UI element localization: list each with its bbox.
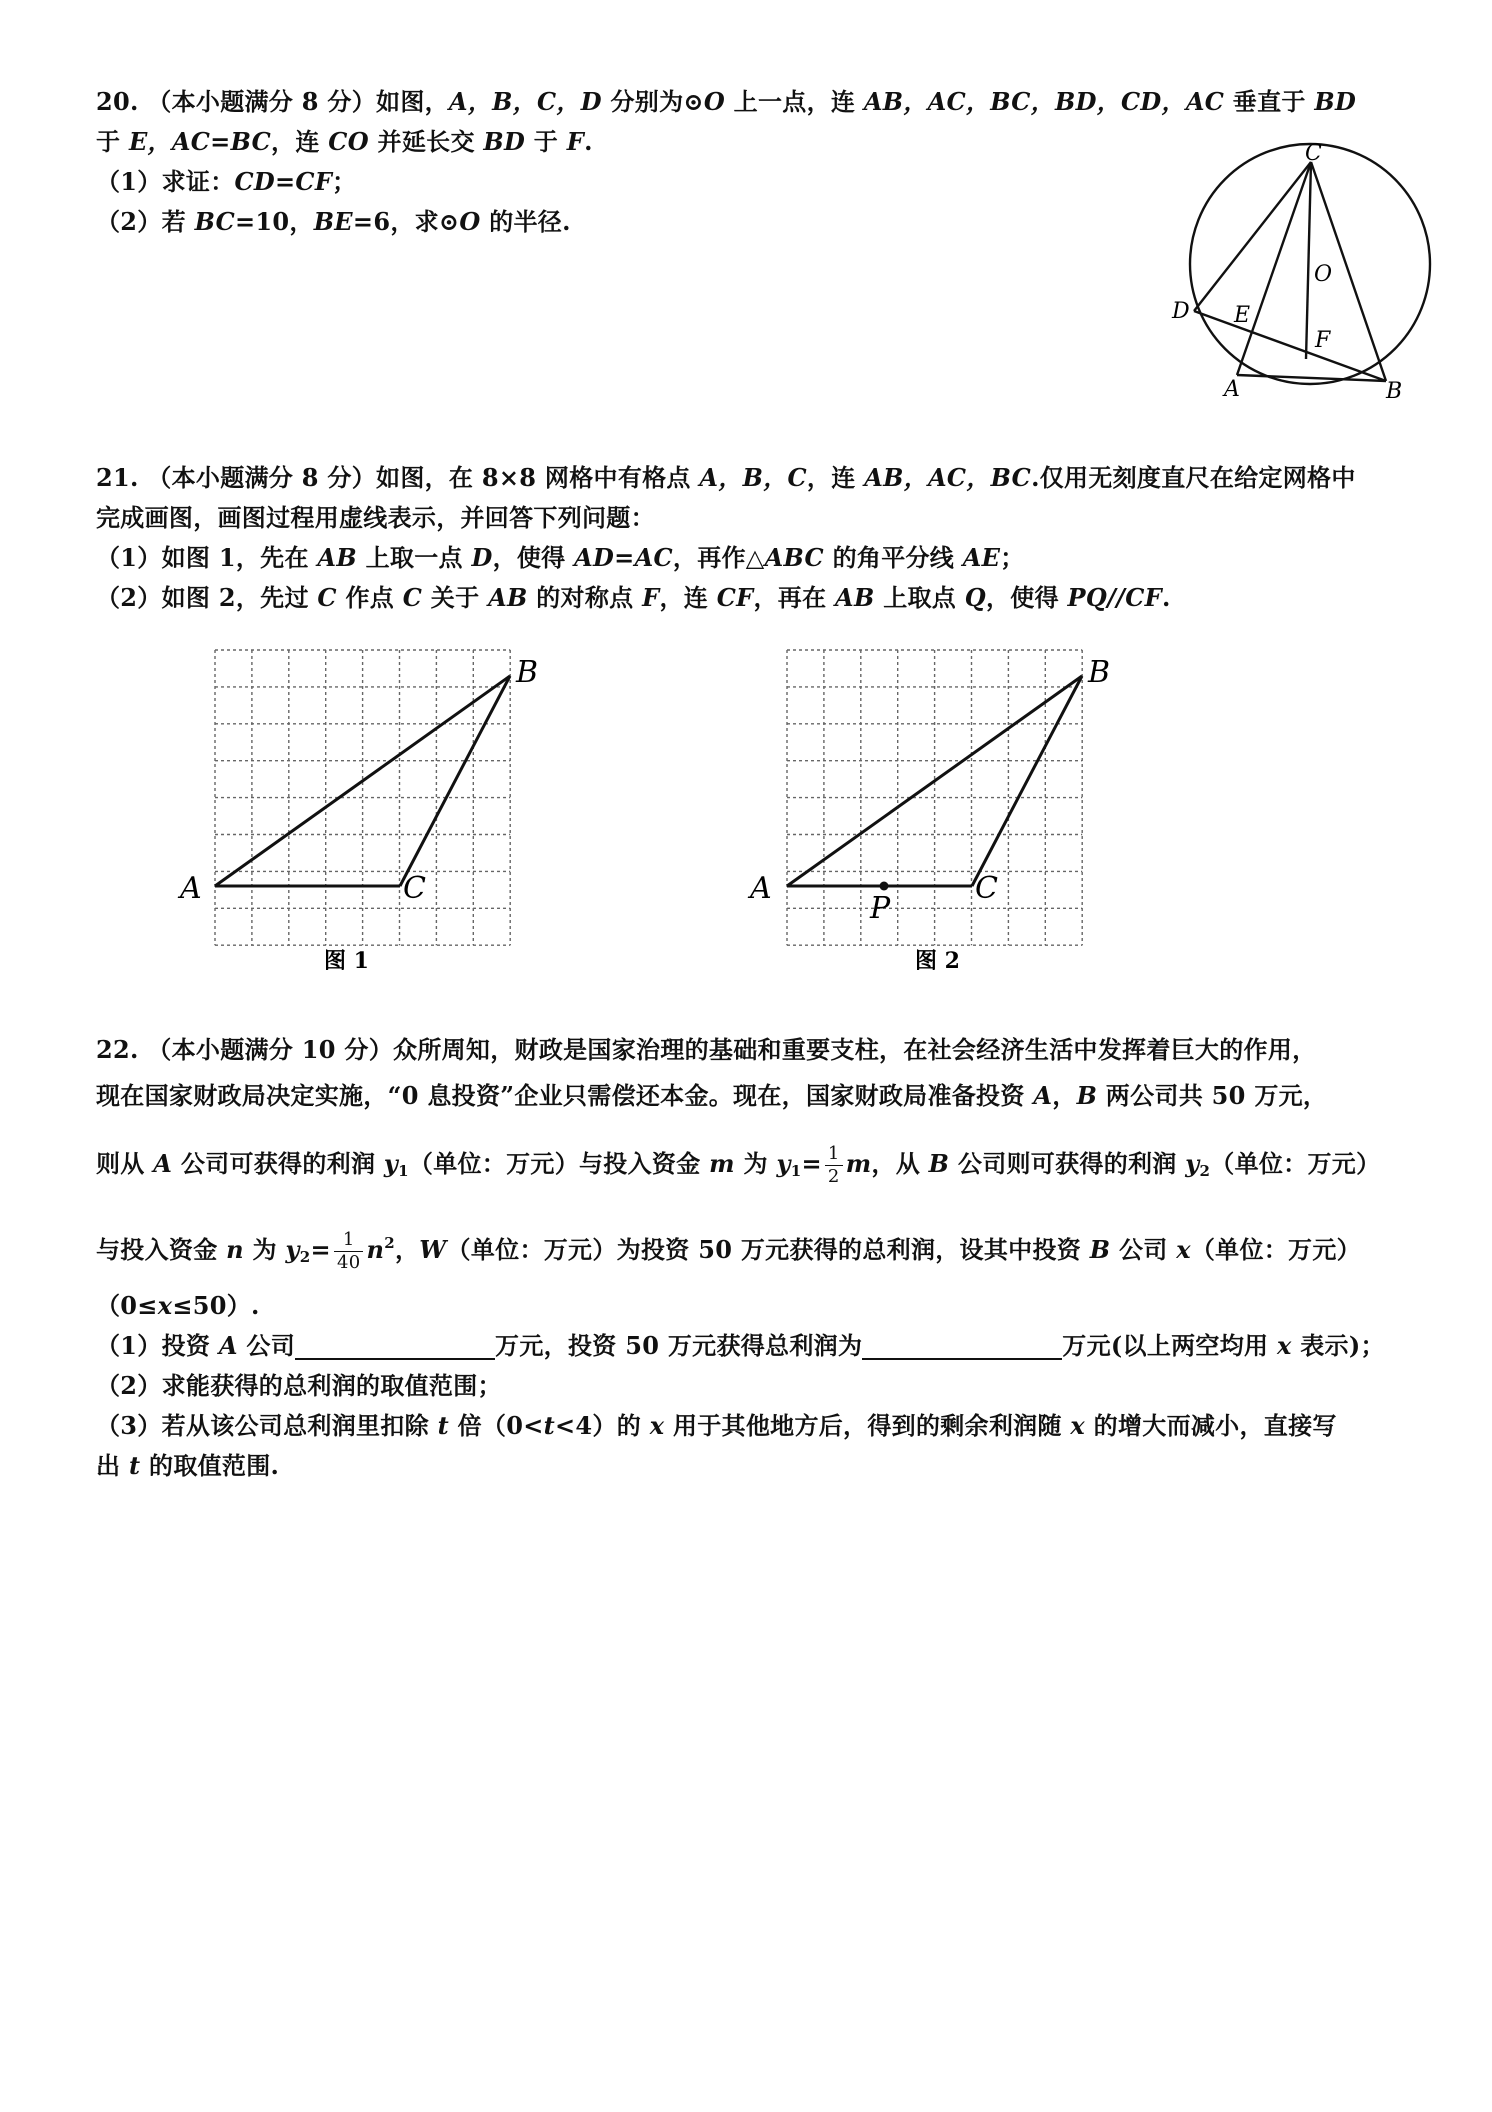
text: <4）的 <box>555 1411 650 1440</box>
text: =10， <box>235 207 314 236</box>
text: ，连 <box>271 127 329 156</box>
text: 分别为⊙ <box>601 87 704 116</box>
text: ，使得 <box>985 583 1068 612</box>
label-b: B <box>1088 655 1111 690</box>
text: ，使得 <box>492 543 575 572</box>
var: t <box>128 1451 141 1480</box>
text: （单位：万元） <box>1190 1235 1361 1264</box>
label-f: F <box>1315 328 1331 353</box>
var: BD <box>1314 87 1357 116</box>
label-c: C <box>975 871 998 906</box>
var: AB <box>835 583 875 612</box>
segment-bc <box>972 676 1082 886</box>
var: x <box>1176 1235 1191 1264</box>
var: n <box>366 1235 385 1264</box>
problem-22 <box>96 1030 1456 1486</box>
label-p: P <box>870 891 891 926</box>
grid-figure-1 <box>160 630 560 970</box>
text: 为 <box>243 1235 286 1264</box>
segment-ab <box>1237 375 1386 381</box>
text: = <box>801 1149 822 1178</box>
label-e: E <box>1234 303 1251 328</box>
text: 万元(以上两空均用 <box>1062 1331 1277 1360</box>
text: 公司 <box>237 1331 296 1360</box>
fraction <box>334 1229 364 1274</box>
segment-cf <box>1306 162 1311 359</box>
p22-stem-line-3 <box>96 1128 1456 1200</box>
var: y <box>776 1149 791 1178</box>
var: BC <box>194 207 235 236</box>
p21-stem-line-1 <box>96 458 1456 498</box>
var: m <box>845 1149 872 1178</box>
text: （1）如图 1，先在 <box>96 543 318 572</box>
denominator: 40 <box>336 1252 361 1273</box>
var: m <box>709 1149 735 1178</box>
problem-21 <box>96 458 1456 618</box>
text: 出 <box>96 1451 129 1480</box>
grid-figure-2 <box>730 630 1130 970</box>
var: C <box>402 583 423 612</box>
text: 垂直于 <box>1224 87 1315 116</box>
numerator: 1 <box>334 1229 364 1252</box>
label-o: O <box>1314 262 1333 287</box>
text: .仅用无刻度直尺在给定网格中 <box>1031 463 1356 492</box>
text: 上一点，连 <box>725 87 864 116</box>
p22-stem-line-2 <box>96 1076 1456 1116</box>
text: 的角平分线 <box>823 543 963 572</box>
var: AB <box>488 583 528 612</box>
dashed-grid <box>215 650 510 945</box>
text: （3）若从该公司总利润里扣除 <box>96 1411 438 1440</box>
text: 的增大而减小，直接写 <box>1085 1411 1337 1440</box>
p22-stem-line-4 <box>96 1200 1456 1286</box>
text: 公司 <box>1110 1235 1177 1264</box>
text: . <box>1161 583 1171 612</box>
subscript: 1 <box>790 1162 802 1180</box>
figure-caption: 图 2 <box>915 948 960 970</box>
text: （1）投资 <box>96 1331 219 1360</box>
text: （2）若 <box>96 207 195 236</box>
var: A，B，C <box>699 463 807 492</box>
text: 上取一点 <box>356 543 472 572</box>
segment-cd <box>1194 162 1311 311</box>
text: = <box>310 1235 331 1264</box>
p22-stem-line-5 <box>96 1286 1456 1326</box>
subscript: 2 <box>299 1248 311 1266</box>
p21-stem-line-2: 完成画图，画图过程用虚线表示，并回答下列问题： <box>96 503 655 532</box>
text: ， <box>1052 1081 1077 1110</box>
text: 20. （本小题满分 8 分）如图， <box>96 87 449 116</box>
text: 的半径. <box>480 207 571 236</box>
label-c: C <box>403 871 426 906</box>
p22-question-2: （2）求能获得的总利润的取值范围； <box>96 1371 502 1400</box>
var: F <box>566 127 585 156</box>
text: 与投入资金 <box>96 1235 227 1264</box>
var: AD=AC <box>574 543 673 572</box>
var: Q <box>964 583 986 612</box>
text: （2）如图 2，先过 <box>96 583 318 612</box>
figure-caption: 图 1 <box>324 948 369 970</box>
var: O <box>459 207 481 236</box>
p20-stem-line-1 <box>96 82 1456 122</box>
segment-ac <box>1237 162 1311 375</box>
label-a: A <box>750 871 772 906</box>
var: AB <box>317 543 357 572</box>
text: 为 <box>734 1149 777 1178</box>
var: t <box>437 1411 449 1440</box>
answer-blank-1[interactable] <box>295 1330 495 1360</box>
var: y <box>1185 1149 1200 1178</box>
text: 两公司共 50 万元， <box>1097 1081 1328 1110</box>
text: 则从 <box>96 1149 154 1178</box>
var: D <box>471 543 493 572</box>
text: =6，求⊙ <box>352 207 460 236</box>
text: ，再作△ <box>672 543 765 572</box>
text: ，连 <box>659 583 717 612</box>
var: x <box>157 1291 173 1320</box>
text: 21. （本小题满分 8 分）如图，在 8×8 网格中有格点 <box>96 463 700 492</box>
text: 作点 <box>336 583 403 612</box>
subscript: 2 <box>1199 1162 1211 1180</box>
var: BE <box>313 207 353 236</box>
label-b: B <box>1386 379 1403 404</box>
p22-question-3-cont <box>96 1446 1456 1486</box>
label-a: A <box>1224 377 1240 402</box>
text: 的取值范围. <box>140 1451 280 1480</box>
var: CF <box>716 583 754 612</box>
var: n <box>226 1235 244 1264</box>
text: （单位：万元）与投入资金 <box>408 1149 710 1178</box>
p22-question-1 <box>96 1326 1456 1366</box>
label-a: A <box>180 871 202 906</box>
text: 现在国家财政局决定实施，“0 息投资”企业只需偿还本金。现在，国家财政局准备投资 <box>96 1081 1034 1110</box>
text: 公司则可获得的利润 <box>949 1149 1186 1178</box>
superscript: 2 <box>384 1234 395 1252</box>
label-d: D <box>1172 299 1190 324</box>
text: ； <box>1000 543 1025 572</box>
text: 关于 <box>422 583 489 612</box>
segment-bc <box>400 676 510 886</box>
text: 万元，投资 50 万元获得总利润为 <box>495 1331 863 1360</box>
dashed-grid <box>787 650 1082 945</box>
var: AB，AC，BC，BD，CD，AC <box>863 87 1225 116</box>
var: CO <box>328 127 369 156</box>
fraction <box>825 1143 843 1188</box>
text: （单位：万元） <box>1210 1149 1381 1178</box>
var: PQ//CF <box>1067 583 1162 612</box>
var: AB，AC，BC <box>864 463 1032 492</box>
var: x <box>1070 1411 1086 1440</box>
var: B <box>928 1149 950 1178</box>
var: CD=CF <box>234 167 333 196</box>
var: x <box>1276 1331 1292 1360</box>
var: A，B，C，D <box>448 87 602 116</box>
text: （0≤ <box>96 1291 158 1320</box>
text: 于 <box>96 127 129 156</box>
subscript: 1 <box>398 1162 409 1180</box>
point-p <box>880 882 889 891</box>
var: C <box>317 583 337 612</box>
text: ， <box>394 1235 420 1264</box>
var: W <box>419 1235 447 1264</box>
text: 公司可获得的利润 <box>172 1149 384 1178</box>
var: t <box>543 1411 556 1440</box>
numerator: 1 <box>825 1143 843 1166</box>
var: y <box>383 1149 399 1178</box>
text: 上取点 <box>874 583 965 612</box>
p22-stem-line-1: 22. （本小题满分 10 分）众所周知，财政是国家治理的基础和重要支柱，在社会经济生活中发挥着巨大的作用， <box>96 1035 1317 1064</box>
label-c: C <box>1305 141 1322 166</box>
denominator: 2 <box>827 1166 840 1187</box>
var: O <box>703 87 726 116</box>
var: B <box>1089 1235 1111 1264</box>
var: E，AC=BC <box>128 127 272 156</box>
var: A <box>218 1331 238 1360</box>
var: A <box>153 1149 173 1178</box>
p21-question-1 <box>96 538 1456 578</box>
var: A <box>1033 1081 1053 1110</box>
text: ≤50）. <box>172 1291 260 1320</box>
text: 倍（0< <box>448 1411 544 1440</box>
p21-question-2 <box>96 578 1456 618</box>
text: 的对称点 <box>527 583 643 612</box>
text: 用于其他地方后，得到的剩余利润随 <box>664 1411 1071 1440</box>
text: （单位：万元）为投资 50 万元获得的总利润，设其中投资 <box>446 1235 1090 1264</box>
var: ABC <box>764 543 824 572</box>
p22-question-3 <box>96 1406 1456 1446</box>
var: B <box>1076 1081 1098 1110</box>
var: BD <box>483 127 526 156</box>
var: y <box>285 1235 300 1264</box>
text: . <box>584 127 593 156</box>
label-b: B <box>516 655 539 690</box>
text: ，再在 <box>753 583 836 612</box>
text: ，连 <box>806 463 865 492</box>
text: 表示)； <box>1291 1331 1385 1360</box>
var: F <box>642 583 660 612</box>
text: （1）求证： <box>96 167 235 196</box>
text: 并延长交 <box>368 127 484 156</box>
circle-figure <box>1160 140 1450 410</box>
text: ； <box>332 167 357 196</box>
answer-blank-2[interactable] <box>862 1330 1062 1360</box>
text: ，从 <box>871 1149 929 1178</box>
var: AE <box>962 543 1001 572</box>
text: 于 <box>525 127 567 156</box>
var: x <box>649 1411 665 1440</box>
